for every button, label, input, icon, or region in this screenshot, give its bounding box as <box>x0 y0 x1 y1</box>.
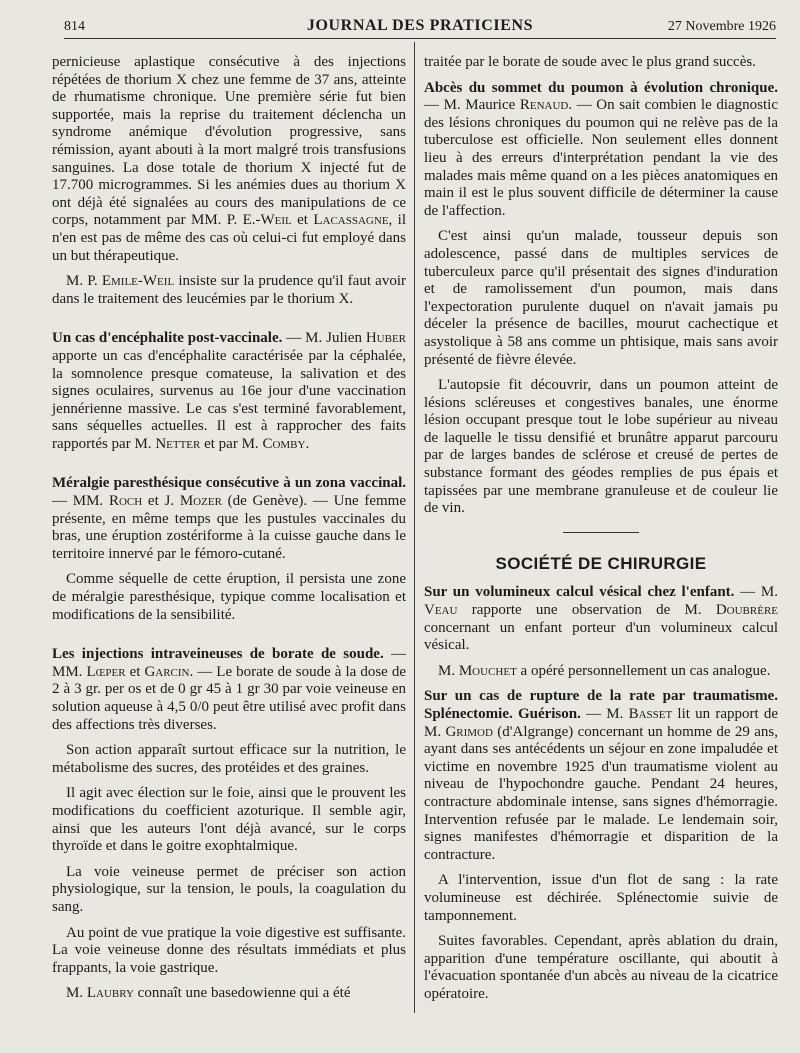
paragraph: M. P. Emile-Weil insiste sur la prudence qu'il faut avoir dans le traitement des leucémies par le thorium X. <box>52 273 406 307</box>
article-abces: Abcès du sommet du poumon à évolution chronique. — M. Maurice Renaud. — On sait combien le diagnostic des lésions chroniques du poumon qui ne relève pas de la tuberculose est officielle. Non seulement elles donnent lieu à des erreurs d'interprétation pendant la vie des malades mais même quand on a les pièces anatomiques en main il est le plus souvent difficile de déterminer la cause de l'affection. <box>424 79 778 219</box>
section-separator <box>563 532 639 533</box>
article-heading: Méralgie paresthésique consécutive à un zona vaccinal. <box>52 475 406 492</box>
article-encephalite: Un cas d'encéphalite post-vaccinale. — M. Julien Huber apporte un cas d'encéphalite caractérisée par la céphalée, la somnolence presque comateuse, la salivation et des signes oculaires, survenus au 16e jour d'une vaccination jennérienne massive. Le cas s'est terminé favorablement, sans séquelles actuelles. Il est à rapprocher des faits rapportés par M. Netter et par M. Comby. <box>52 330 406 452</box>
paragraph: Au point de vue pratique la voie digestive est suffisante. La voie veineuse donne des résultats immédiats et plus frappants, la voie gastrique. <box>52 924 406 976</box>
paragraph: M. Mouchet a opéré personnellement un cas analogue. <box>438 662 771 679</box>
paragraph: M. Laubry connaît une basedowienne qui a été <box>66 985 351 1002</box>
left-column <box>52 54 406 1011</box>
paragraph: Comme séquelle de cette éruption, il persista une zone de méralgie paresthésique, typique comme localisation et modifications de la sensibilité. <box>52 571 406 623</box>
section-title: SOCIÉTÉ DE CHIRURGIE <box>495 553 707 573</box>
paragraph: C'est ainsi qu'un malade, tousseur depuis son adolescence, passé dans de multiples services de tuberculeux parce qu'il présentait des signes d'induration et de ramolissement d'un poumon, mais dans l'expectoration purulente duquel on n'avait jamais pu déceler la présence de bacilles, mourut cachectique et asystolique à 58 ans comme un phtisique, mais sans avoir présenté de fièvre élevée. <box>424 228 778 368</box>
article-heading: Abcès du sommet du poumon à évolution chronique. <box>424 79 778 96</box>
column-divider <box>414 42 415 1013</box>
paragraph: Suites favorables. Cependant, après ablation du drain, apparition d'une température oscillante, qui aboutit à l'évacuation spontanée d'un abcès au niveau de la cicatrice opératoire. <box>424 933 778 1002</box>
issue-date: 27 Novembre 1926 <box>667 19 776 34</box>
paragraph: traitée par le borate de soude avec le plus grand succès. <box>424 54 756 70</box>
article-borate: Les injections intraveineuses de borate de soude. — MM. Lœper et Garcin. — Le borate de soude à la dose de 2 à 3 gr. per os et de 0 gr 45 à 1 gr 30 par voie veineuse en solution aqueuse à 4,5 0/0 peut être utilisé avec profit dans des affections très diverses. <box>52 646 406 733</box>
paragraph: L'autopsie fit découvrir, dans un poumon atteint de lésions scléreuses et congestives banales, une énorme lésion occupant presque tout le lobe supérieur au niveau de laquelle le tissu densifié et brunâtre apparut parcouru par de larges bandes de sclérose et creusé de pertes de substance formant des géodes remplies de pus épais et tapissées par une membrane granuleuse et de couleur lie de vin. <box>424 377 778 517</box>
article-calcul: Sur un volumineux calcul vésical chez l'enfant. — M. Veau rapporte une observation de M. Doubrère concernant un enfant porteur d'un volumineux calcul vésical. <box>424 584 779 654</box>
paragraph: Il agit avec élection sur le foie, ainsi que le prouvent les modifications du coefficient azoturique. Il semble agir, ainsi que les auteurs l'ont déjà avancé, sur le corps thyroïde et dans le goitre exophtalmique. <box>52 785 406 855</box>
paragraph: pernicieuse aplastique consécutive à des injections répétées de thorium X chez une femme de 37 ans, atteinte de rhumatisme chronique. Une première série fut bien supportée, mais la reprise du traitement déclencha un syndrome anémique d'évolution progressive, sans rémission, ayant abouti à la mort malgré trois transfusions sanguines. La dose totale de thorium X injecté fut de 17.700 microgrammes. Si les anémies dues au thorium X ont déjà été signalées au cours des manipulations de ce corps, notamment par MM. P. E.-Weil et Lacassagne, il n'en est pas de même des cas où celui-ci fut employé dans un but thérapeutique. <box>52 54 407 264</box>
article-heading: Un cas d'encéphalite post-vaccinale. <box>52 330 283 347</box>
paragraph: Son action apparaît surtout efficace sur la nutrition, le métabolisme des sucres, des protéides et des graines. <box>52 742 406 776</box>
page-header <box>64 14 776 39</box>
article-rupture-rate: Sur un cas de rupture de la rate par traumatisme. Splénectomie. Guérison. — M. Basset lit un rapport de M. Grimod (d'Algrange) concernant un homme de 29 ans, ayant dans ses antécédents un séjour en zone impaludée et victime en novembre 1925 d'un traumatisme violent au niveau de l'hypochondre gauche. Pendant 24 heures, contracture abdominale intense, sans signes d'hémorragie. Intervention refusée par le malade. Le lendemain soir, signes manifestes d'hémorragie et disparition de la contracture. <box>424 688 778 863</box>
journal-title: JOURNAL DES PRATICIENS <box>306 17 534 34</box>
article-heading: Sur un volumineux calcul vésical chez l'enfant. <box>424 584 735 601</box>
article-heading: Les injections intraveineuses de borate de soude. <box>52 646 384 663</box>
paragraph: A l'intervention, issue d'un flot de sang : la rate volumineuse est déchirée. Splénectomie suivie de tamponnement. <box>424 872 778 924</box>
article-heading: Sur un cas de rupture de la rate par traumatisme. Splénectomie. Guérison. <box>424 688 778 722</box>
page-number: 814 <box>64 19 85 34</box>
paragraph: La voie veineuse permet de préciser son action physiologique, sur la tension, le pouls, la coagulation du sang. <box>52 863 406 915</box>
right-column <box>424 54 778 1012</box>
article-meralgie: Méralgie paresthésique consécutive à un zona vaccinal. — MM. Roch et J. Mozer (de Genève). — Une femme présente, en même temps que les pustules vaccinales du bras, une éruption zostériforme à la cuisse gauche dans le territoire innervé par le fémoro-cutané. <box>52 475 406 562</box>
